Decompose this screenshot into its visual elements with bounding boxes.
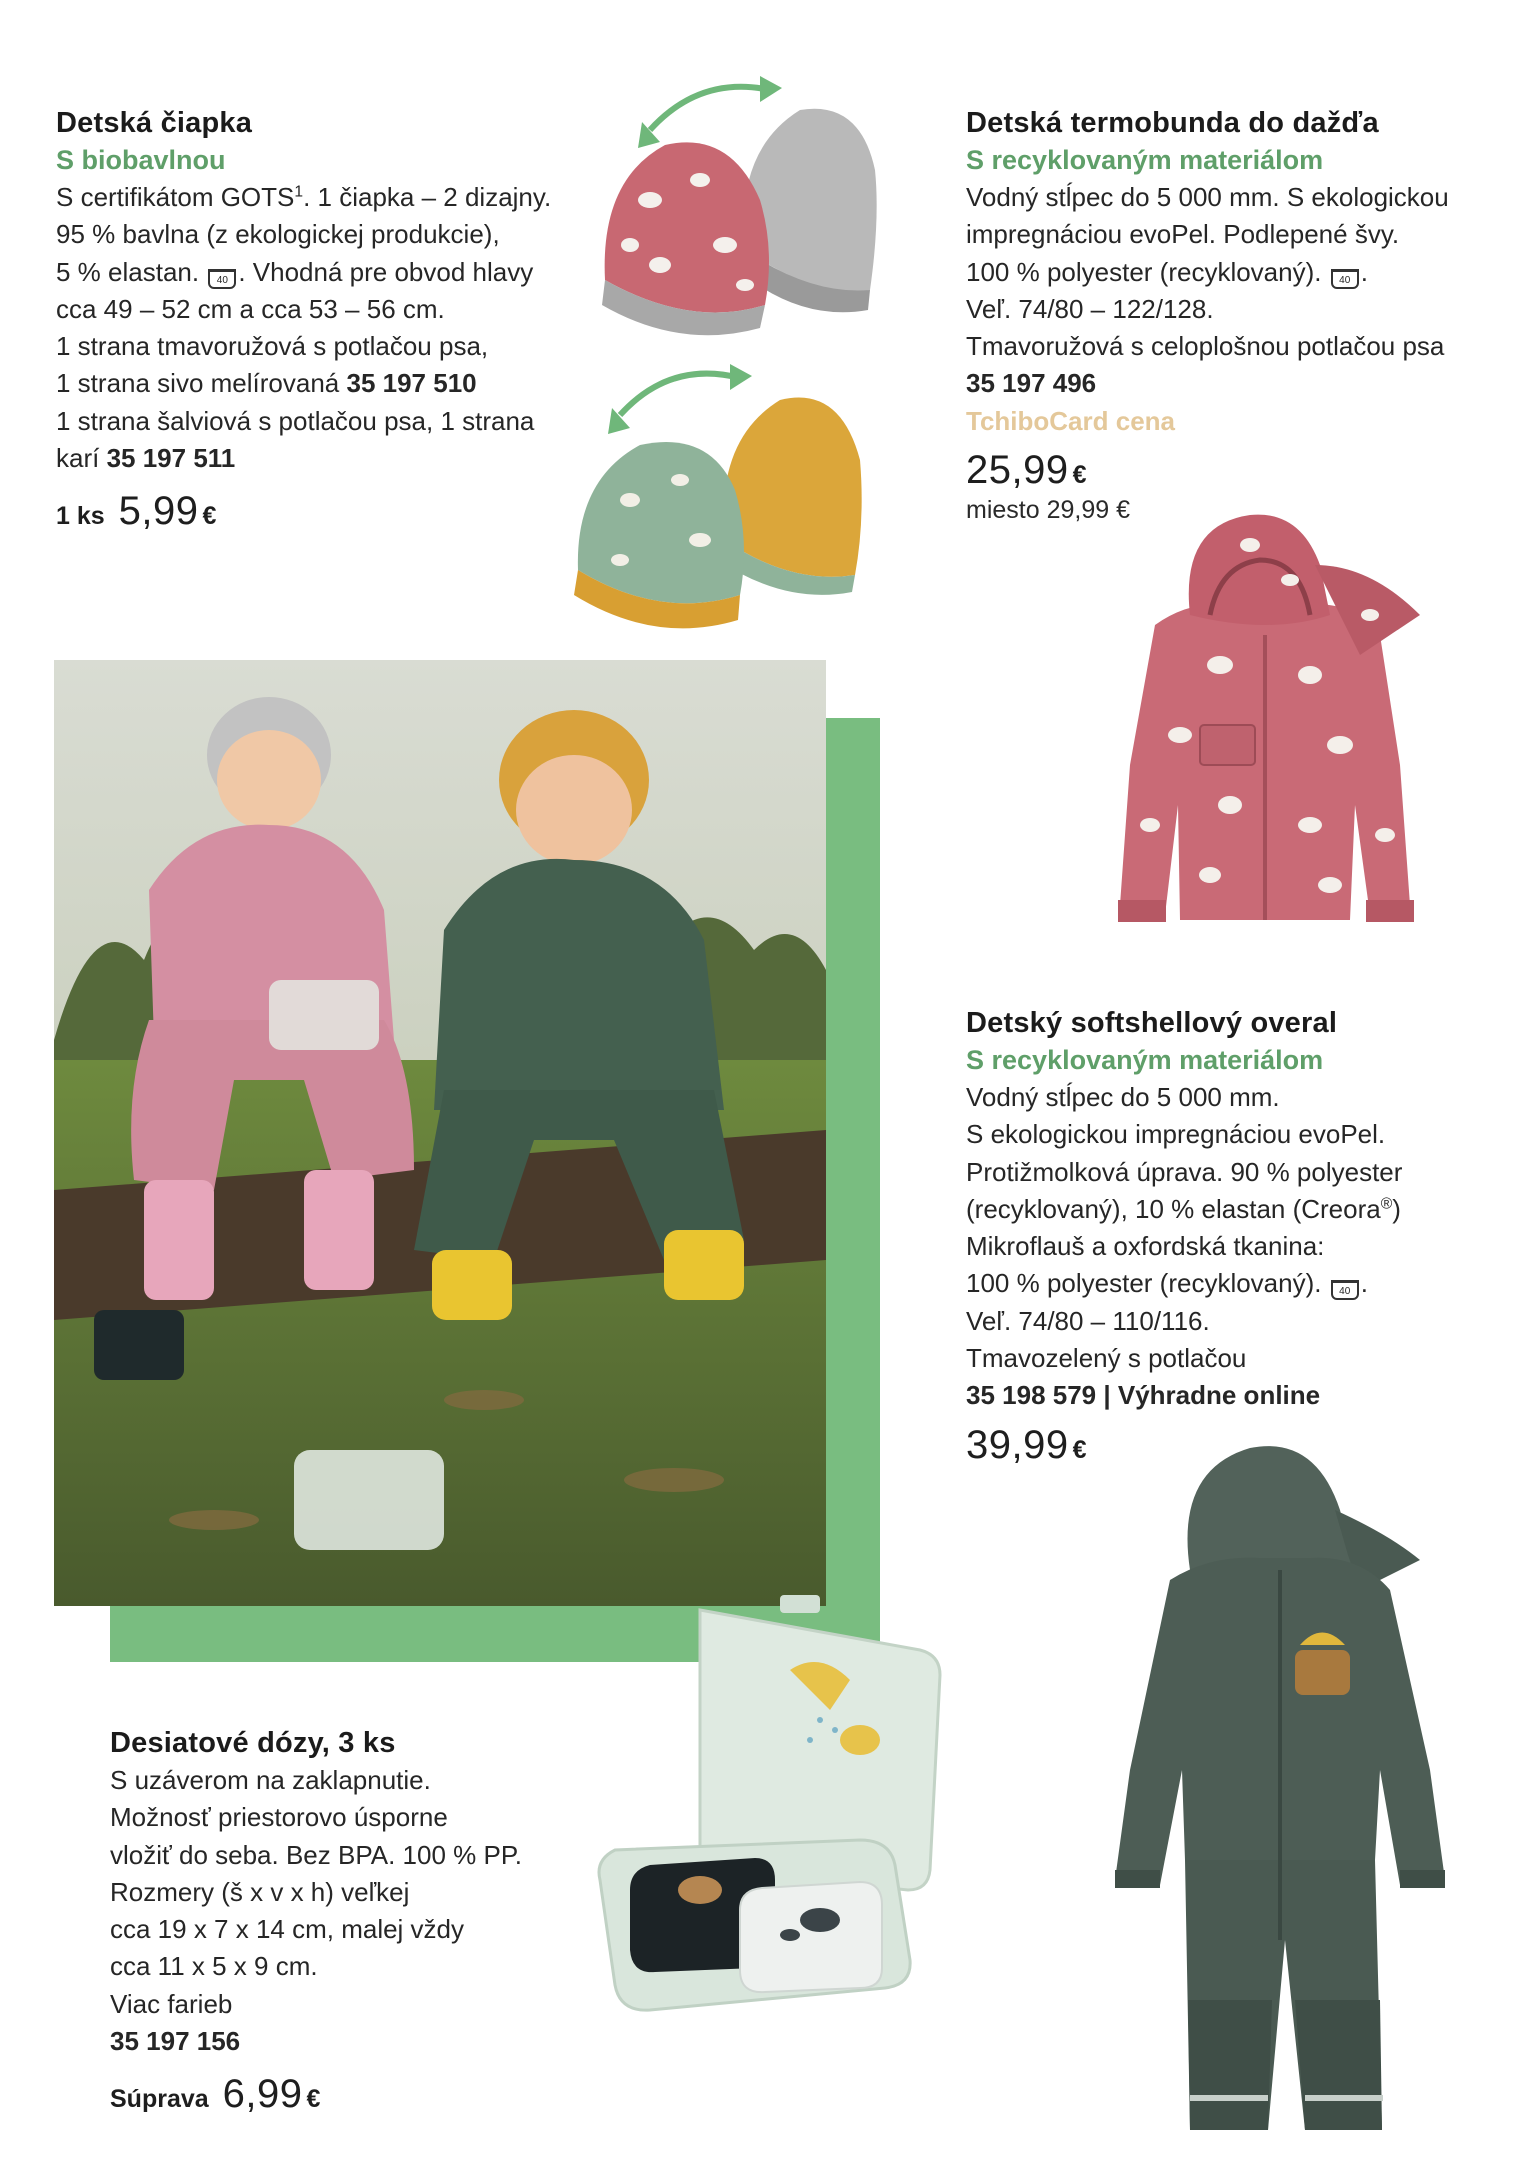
- cap-desc-line: 1 strana tmavoružová s potlačou psa,: [56, 331, 489, 362]
- jacket-title: Detská termobunda do dažďa: [966, 107, 1379, 139]
- jacket-price: [966, 448, 1511, 493]
- boxes-desc-line: cca 11 x 5 x 9 cm.: [110, 1951, 318, 1982]
- jacket-product-image: [1070, 505, 1470, 945]
- cap-desc-line: 1 strana sivo melírovaná 35 197 510: [56, 368, 477, 399]
- cap-desc-line: S certifikátom GOTS$^1$. 1 čiapka – 2 dizajny.: [56, 182, 552, 212]
- boxes-desc-line: vložiť do seba. Bez BPA. 100 % PP.: [110, 1839, 523, 1870]
- wash-40-icon: 40: [1331, 269, 1359, 289]
- overall-product-image: [1090, 1440, 1470, 2140]
- cap-product-images: [560, 60, 890, 650]
- lifestyle-photo: [54, 660, 826, 1606]
- price-unit: 1 ks: [56, 502, 105, 531]
- overall-desc-line: Tmavozelený s potlačou: [966, 1343, 1247, 1374]
- article-number: 35 197 510: [346, 368, 477, 399]
- article-number: 35 197 156: [110, 2026, 241, 2057]
- overall-desc-line: 100 % polyester (recyklovaný). 40 .: [966, 1268, 1368, 1299]
- overall-subtitle: S recyklovaným materiálom: [966, 1045, 1324, 1075]
- jacket-section: [966, 104, 1511, 527]
- cap-desc-line: 1 strana šalviová s potlačou psa, 1 strana: [56, 405, 535, 436]
- cap-title: Detská čiapka: [56, 107, 253, 139]
- overall-desc-line: S ekologickou impregnáciou evoPel.: [966, 1119, 1386, 1150]
- price-value: 25,99: [966, 447, 1069, 492]
- jacket-desc-line: impregnáciou evoPel. Podlepené švy.: [966, 219, 1400, 250]
- overall-desc-line: Vodný stĺpec do 5 000 mm.: [966, 1082, 1280, 1112]
- overall-title: Detský softshellový overal: [966, 1007, 1338, 1039]
- cap-desc-line: karí 35 197 511: [56, 443, 236, 474]
- cap-price: [56, 489, 616, 534]
- reversible-arrow-icon: [620, 374, 740, 415]
- jacket-desc-line: Tmavoružová s celoplošnou potlačou psa: [966, 331, 1445, 362]
- article-number: 35 197 496: [966, 368, 1097, 399]
- overall-desc-line: (recyklovaný), 10 % elastan (Creora®): [966, 1193, 1401, 1224]
- jacket-desc-line: Veľ. 74/80 – 122/128.: [966, 293, 1214, 324]
- jacket-subtitle: S recyklovaným materiálom: [966, 145, 1324, 175]
- overall-desc-line: Protižmolková úprava. 90 % polyester: [966, 1156, 1403, 1187]
- cap-desc-line: cca 49 – 52 cm a cca 53 – 56 cm.: [56, 293, 445, 324]
- boxes-desc-line: Viac farieb: [110, 1988, 233, 2019]
- wash-40-icon: 40: [208, 269, 236, 289]
- price-value: 5,99: [118, 489, 199, 534]
- price-unit: Súprava: [110, 2085, 209, 2114]
- price-value: 6,99: [222, 2072, 303, 2117]
- jacket-desc-line: Vodný stĺpec do 5 000 mm. S ekologickou: [966, 182, 1449, 212]
- price-value: 39,99: [966, 1422, 1069, 1467]
- overall-section: [966, 1004, 1511, 1468]
- boxes-desc-line: Rozmery (š x v x h) veľkej: [110, 1876, 410, 1907]
- boxes-desc-line: cca 19 x 7 x 14 cm, malej vždy: [110, 1914, 465, 1945]
- jacket-desc-line: 100 % polyester (recyklovaný). 40 .: [966, 256, 1368, 287]
- boxes-price: [110, 2072, 630, 2117]
- cap-desc-line: 95 % bavlna (z ekologickej produkcie),: [56, 219, 500, 250]
- article-number: 35 197 511: [106, 443, 236, 474]
- lunchbox-product-image: [590, 1590, 970, 2020]
- cap-subtitle: S biobavlnou: [56, 145, 226, 175]
- reversible-arrow-icon: [650, 87, 770, 130]
- cap-desc-line: 5 % elastan. 40 . Vhodná pre obvod hlavy: [56, 256, 534, 287]
- currency: €: [1072, 460, 1087, 489]
- article-number: 35 198 579 | Výhradne online: [966, 1380, 1321, 1411]
- currency: €: [202, 502, 217, 531]
- boxes-desc-line: S uzáverom na zaklapnutie.: [110, 1765, 431, 1795]
- boxes-title: Desiatové dózy, 3 ks: [110, 1727, 396, 1759]
- boxes-section: [110, 1724, 630, 2117]
- currency: €: [306, 2085, 321, 2114]
- currency: €: [1072, 1435, 1087, 1464]
- overall-desc-line: Mikroflauš a oxfordská tkanina:: [966, 1231, 1325, 1262]
- overall-desc-line: Veľ. 74/80 – 110/116.: [966, 1305, 1210, 1336]
- tchibocard-label: TchiboCard cena: [966, 405, 1176, 436]
- wash-40-icon: 40: [1331, 1280, 1359, 1300]
- boxes-desc-line: Možnosť priestorovo úsporne: [110, 1802, 448, 1833]
- old-price: miesto 29,99 €: [966, 495, 1130, 524]
- cap-section: [56, 104, 616, 534]
